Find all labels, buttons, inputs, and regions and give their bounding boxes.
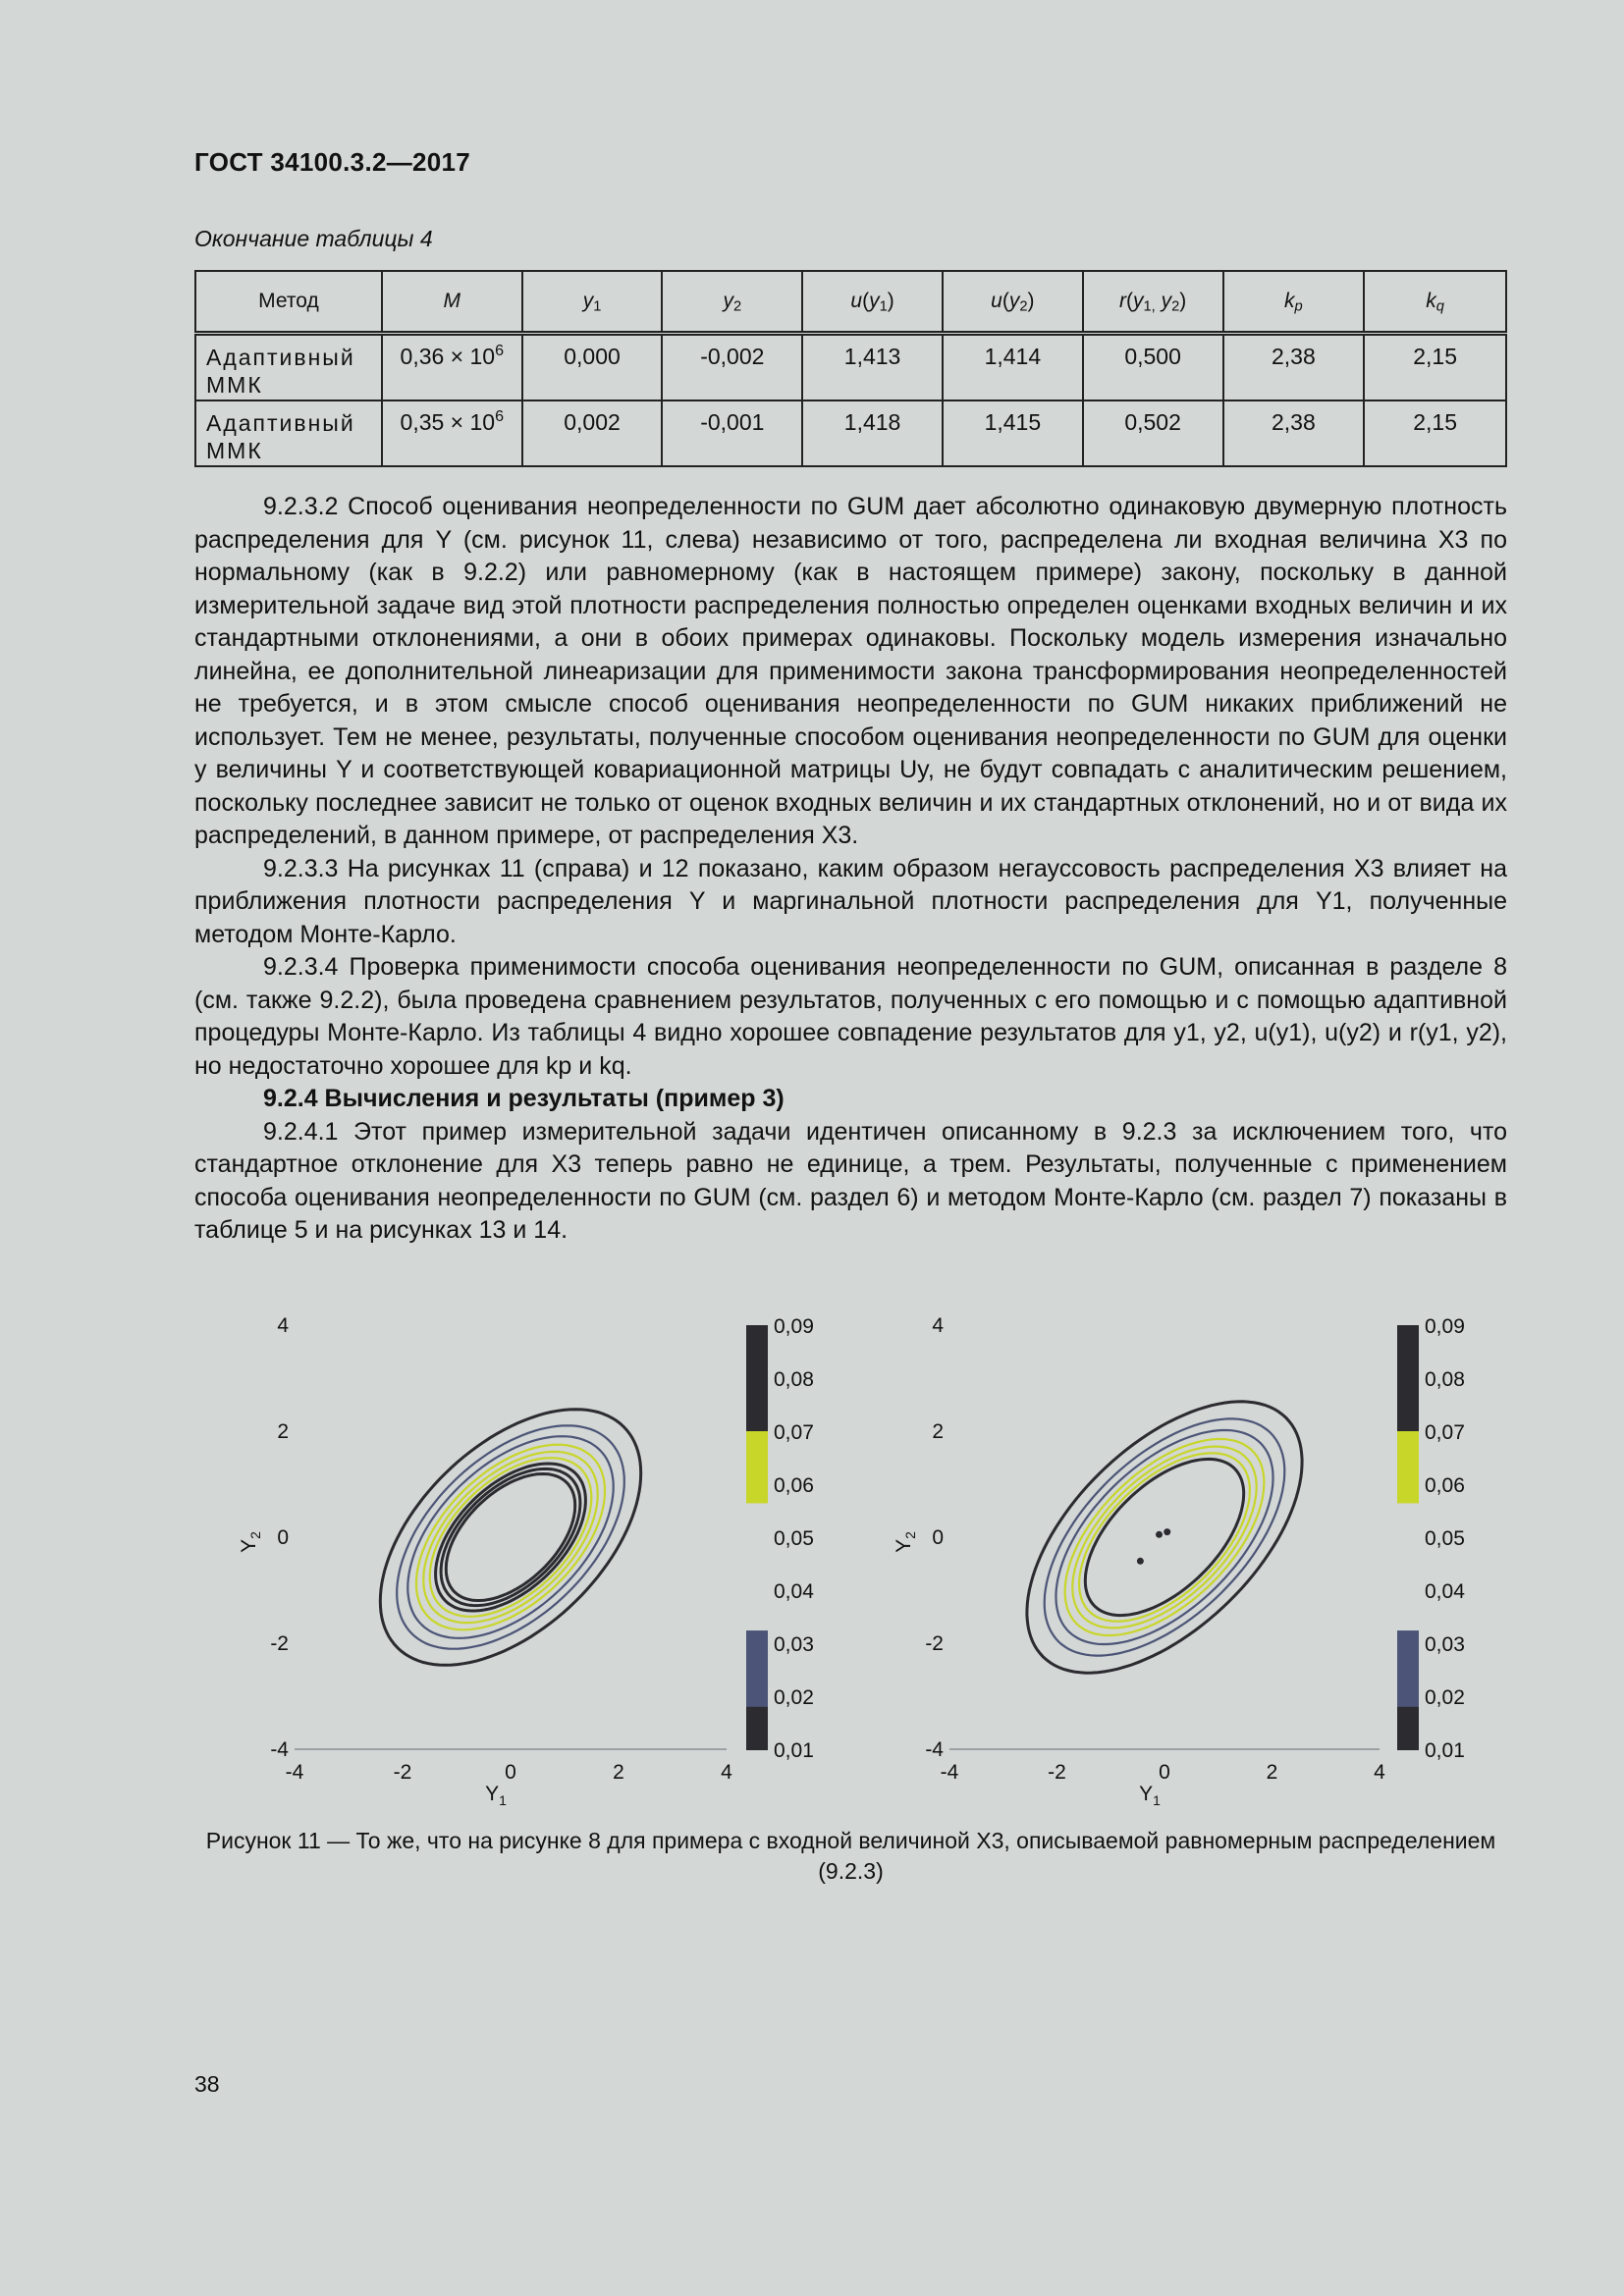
colorbar-segment [1397, 1503, 1419, 1631]
x-tick-label: 2 [613, 1761, 624, 1784]
colorbar-tick-label: 0,03 [774, 1633, 814, 1656]
cell-m: $0,36 \times 10^6$ [382, 334, 522, 401]
x-tick-label: 0 [1159, 1761, 1170, 1784]
y-tick-label: 2 [277, 1420, 289, 1443]
peak-marker [1156, 1531, 1163, 1538]
document-header: ГОСТ 34100.3.2—2017 [194, 147, 471, 177]
x-tick-label: 4 [1374, 1761, 1385, 1784]
colorbar-segment [746, 1503, 768, 1631]
cell-kq: 2,15 [1364, 400, 1506, 466]
colorbar-segment [746, 1325, 768, 1432]
col-y2: $y_2$ [662, 271, 802, 334]
cell-r: 0,502 [1083, 400, 1223, 466]
y-tick-label: -2 [925, 1632, 944, 1655]
contour-line [407, 1436, 613, 1638]
colorbar-tick-label: 0,02 [774, 1686, 814, 1709]
col-kp: $k_p$ [1223, 271, 1365, 334]
cell-method: Адаптивный ММК [195, 400, 382, 466]
col-r: $r(y_{1,}$ $y_2$) [1083, 271, 1223, 334]
cell-uy1: 1,418 [802, 400, 943, 466]
colorbar-tick-label: 0,08 [774, 1368, 814, 1391]
body-text [194, 491, 1507, 1248]
y-axis-label: $Y_2$ [238, 1531, 263, 1553]
cell-kp: 2,38 [1223, 400, 1365, 466]
peak-marker [1137, 1558, 1144, 1565]
paragraph: 9.2.3.3 На рисунках 11 (справа) и 12 показано, каким образом негауссовость распределения X3 влияет на приближения плотности распределения Y и маргинальной плотности распределения для Y1, полученные методом Монте-Карло. [194, 854, 1507, 948]
colorbar-tick-label: 0,01 [774, 1739, 814, 1762]
cell-uy1: 1,413 [802, 334, 943, 401]
colorbar-tick-label: 0,07 [774, 1421, 814, 1444]
colorbar-segment [746, 1630, 768, 1708]
y-tick-label: -4 [925, 1738, 944, 1761]
x-tick-label: -2 [1048, 1761, 1066, 1784]
col-kq: $k_q$ [1364, 271, 1506, 334]
cell-y2: -0,001 [662, 400, 802, 466]
cell-uy2: 1,414 [943, 334, 1083, 401]
colorbar-segment [1397, 1707, 1419, 1750]
y-tick-label: 0 [277, 1526, 289, 1549]
peak-marker [1164, 1528, 1170, 1535]
contour-line [397, 1425, 624, 1648]
colorbar-tick-label: 0,08 [1425, 1368, 1465, 1391]
figure-caption: Рисунок 11 — То же, что на рисунке 8 для примера с входной величиной X3, описываемой равномерным распределением (9.2.3) [205, 1828, 1496, 1884]
colorbar-segment [746, 1431, 768, 1504]
colorbar-tick-label: 0,06 [1425, 1474, 1465, 1497]
x-tick-label: -4 [940, 1761, 959, 1784]
colorbar-tick-label: 0,05 [1425, 1527, 1465, 1550]
paragraph: 9.2.4.1 Этот пример измерительной задачи идентичен описанному в 9.2.3 за исключением того, что стандартное отклонение для X3 теперь равно не единице, а трем. Результаты, полученные с применением способа оценивания неопределенности по GUM (см. раздел 6) и методом Монте-Карло (см. раздел 7) показаны в таблице 5 и на рисунках 13 и 14. [194, 1117, 1507, 1244]
table-row [195, 334, 1506, 401]
x-tick-label: -2 [393, 1761, 412, 1784]
cell-m: $0,35 \times 10^6$ [382, 400, 522, 466]
y-tick-label: -4 [270, 1738, 289, 1761]
colorbar-segment [1397, 1630, 1419, 1708]
table-row [195, 400, 1506, 466]
contour-line [380, 1410, 640, 1666]
x-axis-label: $Y_1$ [485, 1783, 507, 1808]
section-heading: 9.2.4 Вычисления и результаты (пример 3) [263, 1085, 785, 1112]
y-tick-label: 2 [932, 1420, 944, 1443]
colorbar-tick-label: 0,01 [1425, 1739, 1465, 1762]
col-m: M [382, 271, 522, 334]
cell-y1: 0,000 [522, 334, 663, 401]
colorbar [746, 1325, 768, 1750]
contour-line [1045, 1418, 1285, 1655]
y-tick-label: 4 [932, 1314, 944, 1337]
colorbar-segment [746, 1707, 768, 1750]
contour-line [1079, 1453, 1250, 1621]
cell-method: Адаптивный ММК [195, 334, 382, 401]
colorbar [1397, 1325, 1419, 1750]
contour-line [446, 1474, 574, 1601]
colorbar-tick-label: 0,04 [774, 1580, 814, 1603]
colorbar-tick-label: 0,05 [774, 1527, 814, 1550]
contour-line [441, 1468, 580, 1605]
colorbar-tick-label: 0,07 [1425, 1421, 1465, 1444]
contour-line [436, 1464, 586, 1611]
x-axis-label: $Y_1$ [1139, 1783, 1161, 1808]
x-tick-label: 2 [1266, 1761, 1278, 1784]
col-uy1: $u(y_1)$ [802, 271, 943, 334]
y-axis-label: $Y_2$ [893, 1531, 918, 1553]
cell-y1: 0,002 [522, 400, 663, 466]
table-caption: Окончание таблицы 4 [194, 226, 433, 251]
x-tick-label: 0 [505, 1761, 516, 1784]
paragraph: 9.2.3.2 Способ оценивания неопределенности по GUM дает абсолютно одинаковую двумерную плотность распределения для Y (см. рисунок 11, слева) независимо от того, распределена ли входная величина X3 по нормальному (как в 9.2.2) или равномерному (как в настоящем примере) закону, поскольку в данной измерительной задаче вид этой плотности распределения полностью определен оценками входных величин и их стандартными отклонениями, а они в обоих примерах одинаковы. Поскольку модель измерения изначально линейна, ее дополнительной линеаризации для применимости закона трансформирования неопределенностей не требуется, и в этом смысле способ оценивания неопределенности по GUM никаких приближений не использует. Тем не менее, результаты, полученные способом оценивания неопределенности по GUM для оценки y величины Y и соответствующей ковариационной матрицы Uy, не будут совпадать с аналитическим решением, поскольку последнее зависит не только от оценок входных величин и их стандартных отклонений, но и от вида их распределений, в данном примере, от распределения X3. [194, 493, 1507, 849]
x-tick-label: 4 [721, 1761, 732, 1784]
y-tick-label: -2 [270, 1632, 289, 1655]
col-y1: $y_1$ [522, 271, 663, 334]
x-tick-label: -4 [285, 1761, 304, 1784]
page-number: 38 [194, 2071, 220, 2097]
col-method: Метод [195, 271, 382, 334]
cell-y2: -0,002 [662, 334, 802, 401]
colorbar-tick-label: 0,04 [1425, 1580, 1465, 1603]
colorbar-tick-label: 0,02 [1425, 1686, 1465, 1709]
cell-kp: 2,38 [1223, 334, 1365, 401]
contour-line [1085, 1459, 1243, 1615]
colorbar-tick-label: 0,09 [774, 1315, 814, 1338]
y-tick-label: 0 [932, 1526, 944, 1549]
colorbar-segment [1397, 1431, 1419, 1504]
cell-uy2: 1,415 [943, 400, 1083, 466]
y-tick-label: 4 [277, 1314, 289, 1337]
figure-11 [0, 1306, 1624, 1816]
table-header-row [195, 271, 1506, 334]
colorbar-segment [1397, 1325, 1419, 1432]
colorbar-tick-label: 0,09 [1425, 1315, 1465, 1338]
cell-r: 0,500 [1083, 334, 1223, 401]
results-table [194, 270, 1507, 467]
colorbar-tick-label: 0,03 [1425, 1633, 1465, 1656]
col-uy2: $u(y_2)$ [943, 271, 1083, 334]
cell-kq: 2,15 [1364, 334, 1506, 401]
paragraph: 9.2.3.4 Проверка применимости способа оценивания неопределенности по GUM, описанная в разделе 8 (см. также 9.2.2), была проведена сравнением результатов, полученных с его помощью и с помощью адаптивной процедуры Монте-Карло. Из таблицы 4 видно хорошее совпадение результатов для y1, y2, u(y1), u(y2) и r(y1, y2), но недостаточно хорошее для kp и kq. [194, 953, 1507, 1080]
colorbar-tick-label: 0,06 [774, 1474, 814, 1497]
